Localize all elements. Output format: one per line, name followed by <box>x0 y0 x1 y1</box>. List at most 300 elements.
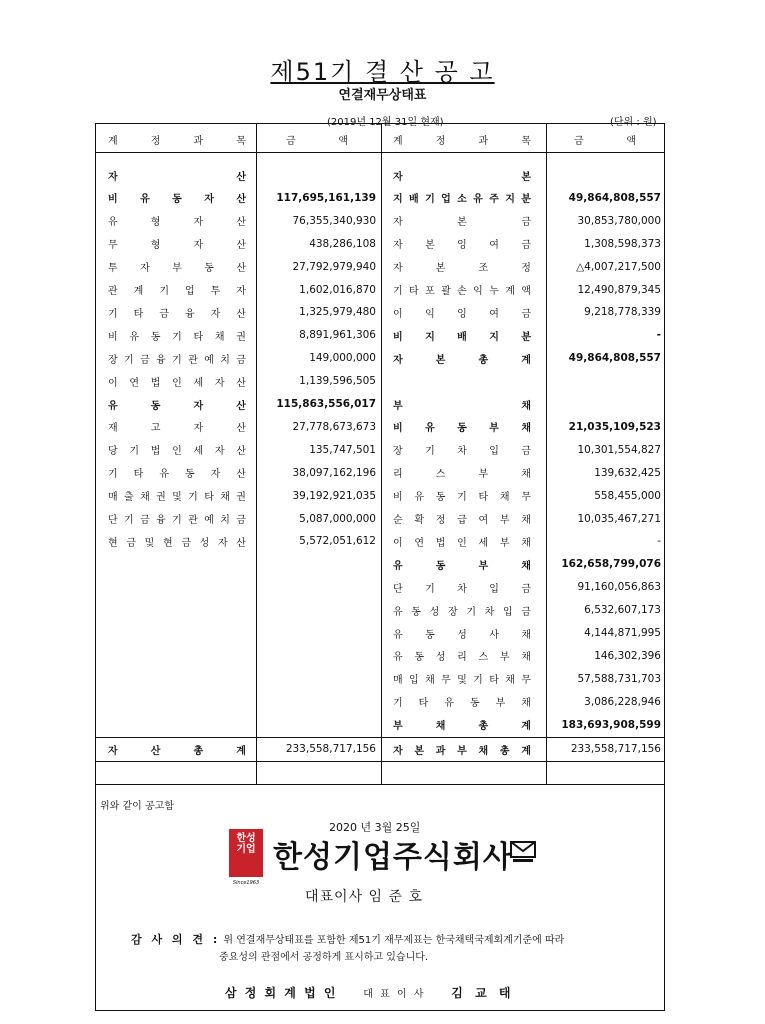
total-label-char: 총 <box>193 745 204 757</box>
liability-account-label <box>393 622 531 644</box>
liability-label-char: 비 <box>393 492 403 504</box>
asset-amount: 438,286,108 <box>309 237 376 250</box>
page-title: 제51기 결 산 공 고 <box>270 58 495 86</box>
liability-label-char: 배 <box>409 194 419 206</box>
asset-label-char: 타 <box>133 308 144 320</box>
asset-label-char: 채 <box>140 492 150 504</box>
asset-label-char: 기 <box>159 286 169 297</box>
liability-label-char: 계 <box>505 286 515 297</box>
total-label-char: 계 <box>236 745 246 757</box>
asset-label-char: 금 <box>140 354 150 366</box>
liability-label-char: 부 <box>499 537 510 549</box>
asset-label-char: 융 <box>156 515 166 526</box>
asset-label-char: 현 <box>162 537 173 549</box>
liability-label-char: 기 <box>425 194 435 206</box>
liability-amount: 558,455,000 <box>594 489 661 502</box>
liability-amount: 91,160,056,863 <box>577 581 661 594</box>
liability-amount: 57,588,731,703 <box>577 672 661 685</box>
liability-label-char: 타 <box>489 675 499 687</box>
liability-amount: 146,302,396 <box>594 649 661 662</box>
asset-label-char: 유 <box>108 217 118 229</box>
total-label-char: 자 <box>108 745 118 757</box>
asset-label-char: 기 <box>172 515 182 526</box>
liability-label-char: 부 <box>495 698 506 710</box>
asset-label-char: 기 <box>129 446 140 458</box>
header-char: 과 <box>478 135 489 147</box>
asset-label-char: 동 <box>184 469 195 481</box>
liability-label-char: 입 <box>489 446 499 458</box>
asset-label-char: 무 <box>108 240 118 252</box>
total-liabilities-equity-value: 233,558,717,156 <box>570 743 661 755</box>
asset-account-label <box>108 187 246 209</box>
header-char: 목 <box>521 135 531 147</box>
header-char: 정 <box>150 135 161 147</box>
asset-amount: 38,097,162,196 <box>292 466 376 479</box>
announce-text: 위와 같이 공고함 <box>100 801 174 812</box>
asset-label-char: 동 <box>150 400 161 412</box>
auditor-name: 김 교 태 <box>451 986 515 1000</box>
liability-label-char: 여 <box>489 240 499 252</box>
liability-label-char: 기 <box>466 606 476 618</box>
liability-label-char: 리 <box>457 652 467 664</box>
liability-label-char: 스 <box>478 652 489 664</box>
liability-label-char: 차 <box>484 606 495 618</box>
liability-label-char: 성 <box>457 629 467 641</box>
liability-label-char: 법 <box>435 537 446 549</box>
liability-label-char: 금 <box>521 446 531 458</box>
asset-label-char: 산 <box>236 423 246 435</box>
asset-label-char: 동 <box>172 194 182 206</box>
liability-label-char: 여 <box>489 308 499 320</box>
asset-label-char: 자 <box>108 171 118 183</box>
date-note: (2019년 12월 31일 현재) <box>327 117 444 128</box>
asset-amount <box>256 164 376 186</box>
liability-account-label <box>393 301 531 323</box>
asset-label-char: 산 <box>236 308 246 320</box>
liability-label-char: 사 <box>489 629 499 641</box>
liability-label-char: 동 <box>435 560 446 572</box>
auditor-title: 대 표 이 사 <box>363 989 426 1000</box>
liability-label-char: 입 <box>489 583 499 595</box>
stamp-text: 한성 기업 <box>236 833 256 855</box>
asset-label-char: 금 <box>140 515 150 526</box>
liability-amount <box>546 393 661 415</box>
statement-subtitle: 연결재무상태표 <box>338 88 427 103</box>
asset-label-char: 권 <box>236 492 246 504</box>
asset-label-char: 자 <box>193 423 204 435</box>
ceo-name: 대표이사 임 준 호 <box>305 889 424 905</box>
asset-label-char: 채 <box>220 492 230 504</box>
liability-label-char: 지 <box>505 194 515 206</box>
asset-label-char: 인 <box>172 446 182 458</box>
asset-label-char: 유 <box>129 331 140 343</box>
asset-label-char: 관 <box>108 286 118 297</box>
header-char: 계 <box>108 135 118 147</box>
asset-amount: 27,778,673,673 <box>292 420 376 433</box>
liability-label-char: 리 <box>393 469 403 481</box>
liability-label-char: 유 <box>393 652 403 664</box>
liability-label-char: 동 <box>425 629 435 641</box>
asset-amount: 1,139,596,505 <box>299 375 376 388</box>
asset-label-char: 타 <box>204 492 214 504</box>
liability-label-char: 이 <box>393 308 403 320</box>
asset-label-char: 세 <box>193 377 204 389</box>
asset-account-label <box>108 393 246 415</box>
header-char: 정 <box>435 135 446 147</box>
asset-label-char: 융 <box>184 308 195 320</box>
liability-account-label <box>393 553 531 575</box>
header-account-left <box>108 126 246 152</box>
total-label-char: 채 <box>478 745 489 757</box>
asset-amount: 5,572,051,612 <box>299 535 376 548</box>
audit-line-1: 위 연결재무상태표를 포함한 제51기 재무제표는 한국채택국제회계기준에 따라 <box>223 935 565 946</box>
liability-label-char: 익 <box>473 286 483 297</box>
asset-label-char: 산 <box>236 377 246 389</box>
asset-label-char: 기 <box>172 331 182 343</box>
liability-label-char: 총 <box>478 721 489 733</box>
liability-amount <box>546 370 661 392</box>
asset-label-char: 재 <box>108 423 118 435</box>
liability-label-char: 채 <box>521 629 531 641</box>
asset-label-char: 금 <box>159 308 169 320</box>
liability-label-char: 주 <box>489 194 499 206</box>
asset-label-char: 이 <box>108 377 118 389</box>
liability-account-label <box>393 645 531 667</box>
asset-amount: 8,891,961,306 <box>299 329 376 342</box>
liability-account-label <box>393 393 531 415</box>
liability-label-char: 무 <box>521 492 531 504</box>
asset-label-char: 및 <box>172 492 182 504</box>
liability-label-char: 비 <box>393 331 403 343</box>
envelope-logo-icon <box>510 838 536 864</box>
liability-label-char: 무 <box>521 675 531 687</box>
liability-label-char: 확 <box>414 515 425 526</box>
asset-label-char: 자 <box>204 194 214 206</box>
liability-label-char: 액 <box>521 286 531 297</box>
liability-account-label <box>393 233 531 255</box>
liability-label-char: 동 <box>411 606 421 618</box>
asset-label-char: 자 <box>217 537 228 549</box>
liability-label-char: 포 <box>425 286 435 297</box>
company-name: 한성기업주식회사 <box>273 840 513 875</box>
liability-label-char: 조 <box>478 263 489 275</box>
liability-label-char: 채 <box>521 400 531 412</box>
liability-label-char: 동 <box>414 652 425 664</box>
header-char: 액 <box>338 135 348 147</box>
liability-label-char: 소 <box>457 194 467 206</box>
auditor-signature <box>225 984 514 1001</box>
total-label-char: 부 <box>457 745 467 757</box>
liability-label-char: 매 <box>393 675 403 687</box>
liability-label-char: 성 <box>429 606 440 618</box>
liability-label-char: 연 <box>414 537 425 549</box>
asset-account-label <box>108 370 246 392</box>
liability-label-char: 배 <box>457 331 467 343</box>
liability-label-char: 유 <box>414 492 425 504</box>
asset-account-label <box>108 210 246 232</box>
liability-label-char: 채 <box>521 469 531 481</box>
asset-label-char: 자 <box>214 446 225 458</box>
asset-amount: 117,695,161,139 <box>276 191 376 204</box>
liability-label-char: 업 <box>441 194 451 206</box>
asset-label-char: 산 <box>236 537 246 549</box>
liability-label-char: 기 <box>425 446 435 458</box>
liability-label-char: 잉 <box>457 308 467 320</box>
liability-account-label <box>393 576 531 598</box>
liability-label-char: 여 <box>478 515 489 526</box>
asset-label-char: 형 <box>150 240 161 252</box>
liability-label-char: 본 <box>435 263 446 275</box>
liability-amount: 10,301,554,827 <box>577 443 661 456</box>
liability-amount: 30,853,780,000 <box>577 214 661 227</box>
liability-label-char: 계 <box>521 354 531 366</box>
asset-label-char: 자 <box>140 263 150 275</box>
total-label-char: 산 <box>150 745 161 757</box>
liability-label-char: 비 <box>393 423 403 435</box>
liability-account-label <box>393 416 531 438</box>
header-char: 목 <box>236 135 246 147</box>
asset-label-char: 출 <box>124 492 134 504</box>
total-label-char: 계 <box>521 745 531 757</box>
header-char: 금 <box>574 135 584 147</box>
liability-amount: 139,632,425 <box>594 466 661 479</box>
asset-label-char: 부 <box>172 263 182 275</box>
liability-amount: 49,864,808,557 <box>568 191 661 204</box>
liability-label-char: 장 <box>447 606 458 618</box>
asset-label-char: 성 <box>199 537 210 549</box>
asset-account-label <box>108 324 246 346</box>
liability-label-char: 동 <box>469 698 480 710</box>
liability-label-char: 인 <box>457 537 467 549</box>
liability-label-char: 타 <box>409 286 419 297</box>
asset-label-char: 동 <box>204 263 214 275</box>
liability-label-char: 괄 <box>441 286 451 297</box>
liability-label-char: 채 <box>521 652 531 664</box>
liability-label-char: 부 <box>393 400 403 412</box>
liability-label-char: 타 <box>478 492 489 504</box>
liability-label-char: 금 <box>521 217 531 229</box>
asset-label-char: 법 <box>150 446 161 458</box>
liability-label-char: 유 <box>444 698 454 710</box>
liability-amount: 1,308,598,373 <box>584 237 661 250</box>
liability-label-char: 정 <box>435 515 446 526</box>
asset-label-char: 유 <box>140 194 150 206</box>
asset-label-char: 기 <box>124 354 134 366</box>
liability-label-char: 채 <box>505 675 515 687</box>
liability-account-label <box>393 714 531 736</box>
asset-label-char: 유 <box>108 400 118 412</box>
asset-label-char: 형 <box>150 217 161 229</box>
total-label-char: 과 <box>435 745 446 757</box>
liability-label-char: 잉 <box>457 240 467 252</box>
asset-label-char: 치 <box>220 515 230 526</box>
asset-label-char: 고 <box>150 423 161 435</box>
total-label-char: 본 <box>414 745 425 757</box>
liability-label-char: 채 <box>521 560 531 572</box>
asset-label-char: 매 <box>108 492 118 504</box>
liability-label-char: 입 <box>409 675 419 687</box>
asset-account-label <box>108 279 246 301</box>
total-label-char: 자 <box>393 745 403 757</box>
asset-label-char: 법 <box>150 377 161 389</box>
asset-account-label <box>108 462 246 484</box>
audit-label: 감 사 의 견 : <box>131 933 221 946</box>
header-account-right <box>393 126 531 152</box>
asset-amount: 39,192,921,035 <box>292 489 376 502</box>
liability-account-label <box>393 164 531 186</box>
asset-label-char: 자 <box>236 286 246 297</box>
liability-label-char: 부 <box>393 721 403 733</box>
liability-amount: 183,693,908,599 <box>561 718 661 731</box>
liability-amount: 162,658,799,076 <box>561 558 661 571</box>
liability-label-char: 성 <box>435 652 446 664</box>
asset-account-label <box>108 508 246 530</box>
liability-account-label <box>393 485 531 507</box>
liability-label-char: 단 <box>393 583 403 595</box>
asset-label-char: 자 <box>193 217 204 229</box>
company-logo-stamp <box>229 829 263 886</box>
asset-label-char: 기 <box>108 469 118 481</box>
asset-account-label <box>108 301 246 323</box>
liability-amount: 9,218,778,339 <box>584 306 661 319</box>
asset-label-char: 금 <box>236 354 246 366</box>
liability-label-char: 분 <box>521 194 531 206</box>
liability-label-char: 부 <box>478 560 489 572</box>
liability-label-char: 동 <box>457 423 467 435</box>
asset-amount: 149,000,000 <box>309 352 376 365</box>
liability-label-char: 채 <box>521 423 531 435</box>
liability-account-label <box>393 210 531 232</box>
liability-account-label <box>393 370 531 392</box>
liability-amount: 6,532,607,173 <box>584 604 661 617</box>
liability-label-char: 무 <box>441 675 451 687</box>
asset-label-char: 및 <box>144 537 155 549</box>
liability-label-char: 입 <box>502 606 513 618</box>
asset-label-char: 인 <box>172 377 182 389</box>
liability-label-char: 자 <box>393 171 403 183</box>
asset-label-char: 산 <box>236 263 246 275</box>
liability-label-char: 본 <box>457 217 467 229</box>
liability-label-char: 순 <box>393 515 403 526</box>
liability-label-char: 채 <box>499 492 510 504</box>
liability-label-char: 자 <box>393 263 403 275</box>
liability-account-label <box>393 691 531 713</box>
asset-label-char: 투 <box>210 286 221 297</box>
asset-label-char: 산 <box>236 240 246 252</box>
liability-label-char: 타 <box>418 698 429 710</box>
asset-label-char: 자 <box>193 240 204 252</box>
total-assets-value: 233,558,717,156 <box>285 743 376 755</box>
liability-label-char: 채 <box>521 698 531 710</box>
liability-label-char: 스 <box>435 469 446 481</box>
stamp-since: Since1963 <box>232 880 260 886</box>
header-char: 과 <box>193 135 204 147</box>
asset-amount: 135,747,501 <box>309 443 376 456</box>
asset-label-char: 산 <box>236 469 246 481</box>
asset-label-char: 자 <box>193 400 204 412</box>
liability-label-char: 부 <box>499 515 510 526</box>
asset-account-label <box>108 256 246 278</box>
liability-label-char: 부 <box>489 423 499 435</box>
liability-label-char: 채 <box>521 515 531 526</box>
asset-label-char: 채 <box>214 331 225 343</box>
liability-label-char: 기 <box>473 675 483 687</box>
asset-amount: 76,355,340,930 <box>292 214 376 227</box>
header-char: 계 <box>393 135 403 147</box>
asset-label-char: 산 <box>236 400 246 412</box>
asset-label-char: 세 <box>193 446 204 458</box>
liability-account-label <box>393 347 531 369</box>
asset-label-char: 산 <box>236 217 246 229</box>
asset-account-label <box>108 530 246 552</box>
liability-account-label <box>393 508 531 530</box>
asset-label-char: 권 <box>236 331 246 343</box>
asset-label-char: 산 <box>236 446 246 458</box>
liability-account-label <box>393 187 531 209</box>
liability-amount: 10,035,467,271 <box>577 512 661 525</box>
asset-label-char: 업 <box>184 286 195 297</box>
audit-opinion <box>131 931 564 966</box>
liability-amount: △4,007,217,500 <box>576 260 661 273</box>
liability-label-char: 유 <box>393 560 403 572</box>
unit-note: (단위 : 원) <box>610 117 657 128</box>
liability-amount: 12,490,879,345 <box>577 283 661 296</box>
liability-label-char: 기 <box>393 698 403 710</box>
asset-label-char: 타 <box>133 469 144 481</box>
asset-label-char: 금 <box>236 515 246 526</box>
asset-label-char: 유 <box>159 469 169 481</box>
liability-label-char: 유 <box>393 606 403 618</box>
asset-label-char: 기 <box>108 308 118 320</box>
asset-label-char: 기 <box>172 354 182 366</box>
liability-label-char: 금 <box>521 240 531 252</box>
liability-label-char: 지 <box>489 331 499 343</box>
liability-label-char: 분 <box>521 331 531 343</box>
liability-label-char: 및 <box>457 675 467 687</box>
asset-label-char: 예 <box>204 354 214 366</box>
asset-label-char: 관 <box>188 515 198 526</box>
asset-label-char: 장 <box>108 354 118 366</box>
asset-label-char: 계 <box>133 286 144 297</box>
liability-label-char: 유 <box>393 629 403 641</box>
liability-label-char: 총 <box>478 354 489 366</box>
asset-label-char: 융 <box>156 354 166 366</box>
header-amount-left <box>286 126 348 152</box>
header-amount-right <box>574 126 636 152</box>
liability-label-char: 금 <box>521 583 531 595</box>
liability-label-char: 유 <box>473 194 483 206</box>
header-char: 금 <box>286 135 296 147</box>
total-liabilities-equity-label <box>393 738 531 760</box>
total-label-char: 총 <box>499 745 510 757</box>
liability-label-char: 동 <box>435 492 446 504</box>
liability-amount: - <box>657 535 661 548</box>
asset-label-char: 현 <box>108 537 118 549</box>
asset-amount: 5,087,000,000 <box>299 512 376 525</box>
header-char: 액 <box>626 135 636 147</box>
asset-label-char: 투 <box>108 263 118 275</box>
liability-label-char: 정 <box>521 263 531 275</box>
asset-label-char: 산 <box>236 171 246 183</box>
liability-label-char: 금 <box>521 606 531 618</box>
asset-label-char: 단 <box>108 515 118 526</box>
balance-sheet-table <box>95 123 665 785</box>
asset-account-label <box>108 164 246 186</box>
liability-label-char: 부 <box>499 652 510 664</box>
liability-amount: 21,035,109,523 <box>568 420 661 433</box>
liability-label-char: 자 <box>393 217 403 229</box>
asset-label-char: 비 <box>108 194 118 206</box>
